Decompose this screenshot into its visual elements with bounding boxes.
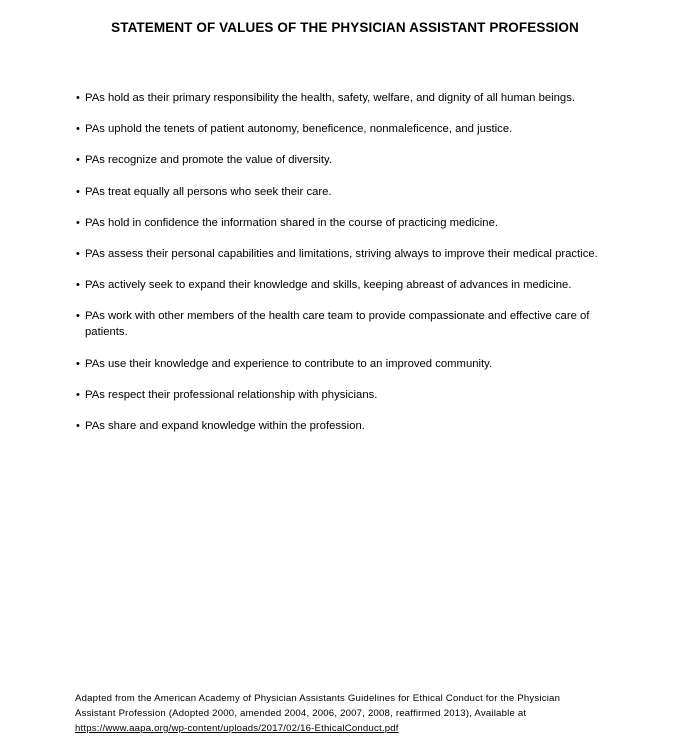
bullet-icon: •: [76, 247, 80, 260]
source-link[interactable]: https://www.aapa.org/wp-content/uploads/2017/02/16-EthicalConduct.pdf: [75, 723, 399, 734]
bullet-icon: •: [76, 279, 80, 292]
bullet-icon: •: [76, 388, 80, 401]
value-text: PAs uphold the tenets of patient autonomy, beneficence, nonmaleficence, and justice.: [85, 123, 513, 136]
bullet-icon: •: [76, 419, 80, 432]
list-item: [76, 184, 621, 200]
list-item: [76, 418, 621, 434]
list-item: [76, 277, 621, 293]
footnote-line-2: Assistant Profession (Adopted 2000, amended 2004, 2006, 2007, 2008, reaffirmed 2013), Available at: [75, 708, 527, 719]
list-item: [76, 152, 621, 168]
value-text: PAs share and expand knowledge within the profession.: [85, 419, 365, 432]
value-text: PAs actively seek to expand their knowledge and skills, keeping abreast of advances in medicine.: [85, 279, 572, 292]
value-text: PAs use their knowledge and experience to contribute to an improved community.: [85, 357, 493, 370]
value-text: PAs recognize and promote the value of diversity.: [85, 154, 332, 167]
value-text: PAs work with other members of the health care team to provide compassionate and effective care of patients.: [85, 310, 590, 339]
source-footnote: [75, 691, 615, 736]
list-item: [76, 121, 621, 137]
value-text: PAs hold as their primary responsibility the health, safety, welfare, and dignity of all human beings.: [85, 92, 575, 104]
list-item: [76, 308, 621, 340]
value-text: PAs treat equally all persons who seek their care.: [85, 185, 332, 198]
list-item: [76, 215, 621, 231]
bullet-icon: •: [76, 310, 80, 323]
list-item: [76, 356, 621, 372]
value-text: PAs assess their personal capabilities and limitations, striving always to improve their medical practice.: [85, 247, 598, 260]
values-list: [76, 90, 621, 449]
bullet-icon: •: [76, 357, 80, 370]
value-text: PAs hold in confidence the information shared in the course of practicing medicine.: [85, 216, 498, 229]
bullet-icon: •: [76, 123, 80, 136]
bullet-icon: •: [76, 216, 80, 229]
list-item: [76, 246, 621, 262]
footnote-line-1: Adapted from the American Academy of Physician Assistants Guidelines for Ethical Conduct for the Physician: [75, 693, 561, 704]
value-text: PAs respect their professional relationship with physicians.: [85, 388, 378, 401]
bullet-icon: •: [76, 154, 80, 167]
list-item: [76, 387, 621, 403]
bullet-icon: •: [76, 185, 80, 198]
list-item: [76, 90, 621, 106]
page-title: STATEMENT OF VALUES OF THE PHYSICIAN ASSISTANT PROFESSION: [111, 20, 579, 35]
bullet-icon: •: [76, 92, 80, 104]
